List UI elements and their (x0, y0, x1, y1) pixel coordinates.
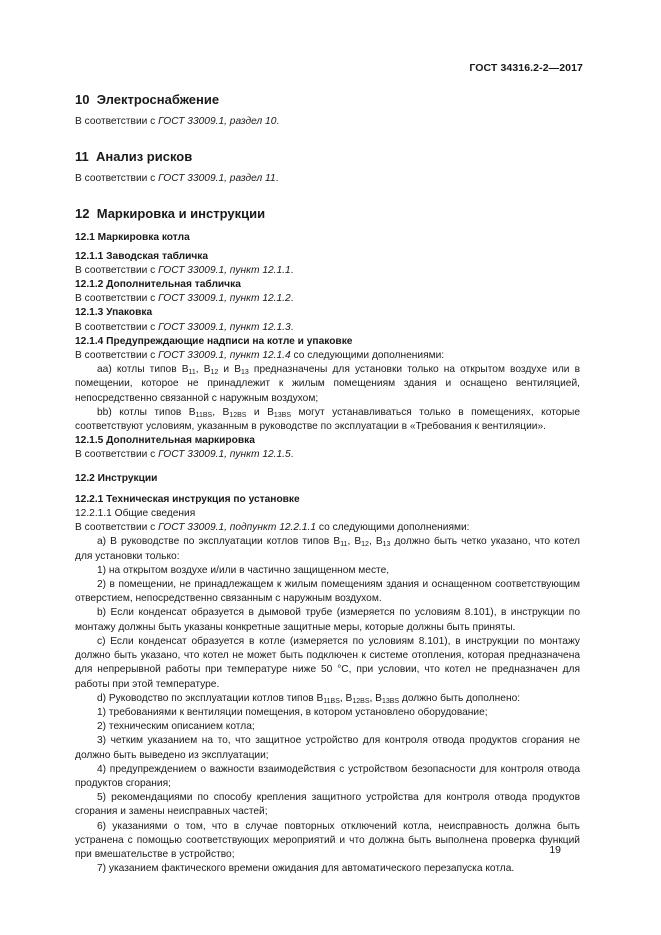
clause-12-2-1-1-text: В соответствии с ГОСТ 33009.1, подпункт 12.2.1.1 со следующими дополнениями: (75, 522, 470, 534)
section-10-heading (75, 91, 580, 109)
list-item-d-5: 5) рекомендациями по способу крепления защитного устройства для контроля отвода продуктов сгорания и замены неисправных частей; (75, 792, 580, 818)
section-title: Маркировка и инструкции (96, 206, 266, 222)
section-11-heading (75, 148, 580, 166)
standard-reference: ГОСТ 33009.1, раздел 11 (158, 173, 276, 185)
clause-12-1-1-heading: 12.1.1 Заводская табличка (75, 250, 209, 262)
section-11-text: В соответствии с ГОСТ 33009.1, раздел 11. (75, 173, 279, 185)
list-item-a-1: 1) на открытом воздухе и/или в частично защищенном месте, (97, 564, 390, 576)
standard-reference: ГОСТ 33009.1, раздел 10 (158, 116, 277, 127)
list-item-d-7: 7) указанием фактического времени ожидания для автоматического перезапуска котла. (97, 863, 515, 875)
clause-12-1-2-heading: 12.1.2 Дополнительная табличка (75, 279, 241, 291)
list-item-d: d) Руководство по эксплуатации котлов типов $B_{11BS}$, $B_{12BS}$, $B_{13BS}$ должно быть дополнено: (97, 692, 521, 705)
clause-12-1-5-text: В соответствии с ГОСТ 33009.1, пункт 12.1.5. (75, 449, 294, 461)
section-10-text: В соответствии с ГОСТ 33009.1, раздел 10. (75, 116, 280, 127)
list-item-b: b) Если конденсат образуется в дымовой трубе (измеряется по условиям 8.101), в инструкции по монтажу должны быть указаны конкретные защитные меры, которые должны быть приняты. (75, 607, 580, 633)
section-number: 11 (75, 149, 89, 165)
document-code: ГОСТ 34316.2-2—2017 (469, 62, 583, 74)
subsection-12-1-heading: 12.1 Маркировка котла (75, 232, 190, 244)
section-number: 10 (75, 92, 90, 107)
clause-12-1-3-heading: 12.1.3 Упаковка (75, 307, 153, 319)
section-title: Электроснабжение (96, 92, 220, 107)
page-content (75, 91, 580, 876)
list-item-a: а) В руководстве по эксплуатации котлов типов $B_{11}$, $B_{12}$, $B_{13}$ должно быть четко указано, что котел для установки только: (75, 536, 580, 562)
clause-12-1-4-item-aa: аа) котлы типов $B_{11}$, $B_{12}$ и $B_{13}$ предназначены для установки только на открытом воздухе или в помещении, которое не принадлежит к жилым помещениям здания и оснащено вентиляцией, непосредственно связанной с наружным воздухом; (75, 364, 580, 404)
clause-12-2-1-heading: 12.2.1 Техническая инструкция по установке (75, 493, 300, 505)
list-item-d-6: 6) указаниями о том, что в случае повторных отключений котла, неисправность должна быть устранена с помощью соответствующих мероприятий и что должна быть выполнена проверка функций при вмешательстве в устройство; (75, 820, 580, 860)
page-number: 19 (549, 844, 561, 856)
clause-12-1-4-heading: 12.1.4 Предупреждающие надписи на котле и упаковке (75, 335, 353, 347)
clause-12-1-5-heading: 12.1.5 Дополнительная маркировка (75, 435, 255, 447)
section-number: 12 (75, 206, 90, 222)
clause-12-2-1-1-heading: 12.2.1.1 Общие сведения (75, 508, 196, 520)
clause-12-1-4-item-bb: bb) котлы типов $B_{11BS}$, $B_{12BS}$ и $B_{13BS}$ могут устанавливаться только в помещениях, которые соответствуют условиям, указанным в руководстве по эксплуатации в «Требования к вентиляции». (75, 406, 581, 433)
list-item-d-1: 1) требованиями к вентиляции помещения, в котором установлено оборудование; (97, 706, 488, 718)
clause-12-1-1-text: В соответствии с ГОСТ 33009.1, пункт 12.1.1. (75, 264, 294, 276)
list-item-d-3: 3) четким указанием на то, что защитное устройство для контроля отвода продуктов сгорания не должно быть выведено из эксплуатации; (75, 735, 580, 761)
clause-12-1-3-text: В соответствии с ГОСТ 33009.1, пункт 12.1.3. (75, 321, 294, 333)
list-item-c: с) Если конденсат образуется в котле (измеряется по условиям 8.101), в инструкции по монтажу должно быть указано, что котел не может быть подключен к системе отопления, которая предназначена для непрерывной работы при температуре ниже 50 °С, при условии, что котел не предназначен для работы при этой температуре. (75, 635, 580, 690)
list-item-a-2: 2) в помещении, не принадлежащем к жилым помещениям здания и оснащенном соответствующим отверстием, непосредственно связанным с наружным воздухом. (75, 579, 580, 605)
list-item-d-2: 2) техническим описанием котла; (97, 721, 255, 733)
section-title: Анализ рисков (95, 149, 193, 165)
section-12-heading (75, 205, 580, 223)
subsection-12-2-heading: 12.2 Инструкции (75, 472, 158, 484)
clause-12-1-2-text: В соответствии с ГОСТ 33009.1, пункт 12.1.2. (75, 293, 294, 305)
clause-12-1-4-text: В соответствии с ГОСТ 33009.1, пункт 12.1.4 со следующими дополнениями: (75, 350, 445, 362)
list-item-d-4: 4) предупреждением о важности взаимодействия с устройством безопасности для контроля отвода продуктов сгорания; (75, 763, 580, 789)
